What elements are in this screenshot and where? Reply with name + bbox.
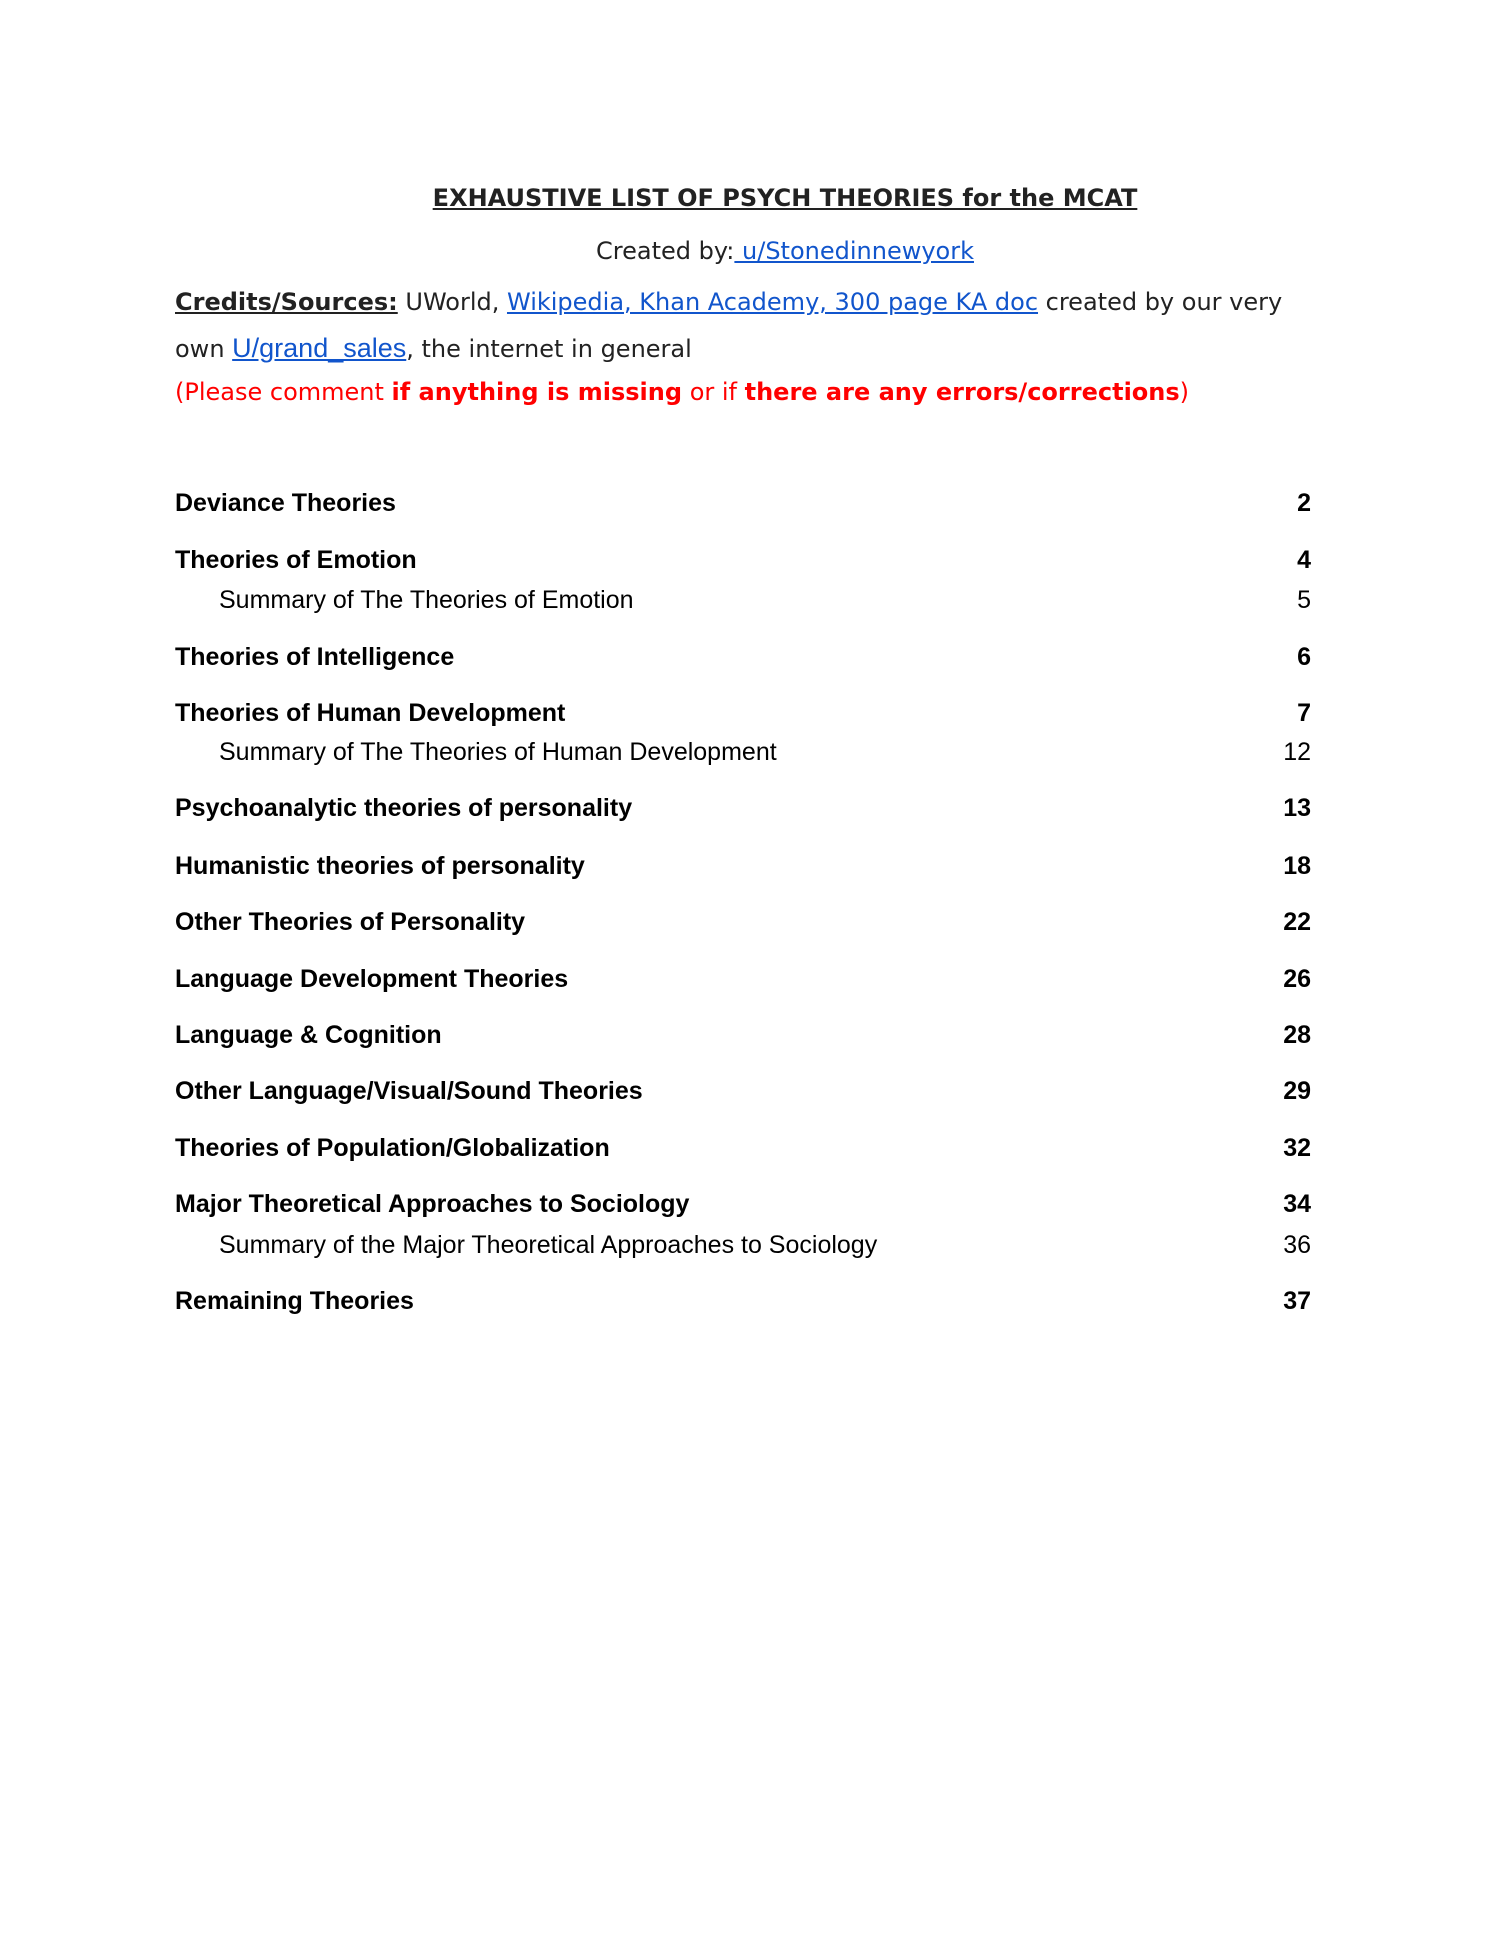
toc-entry-label: Summary of The Theories of Human Development [219,738,777,766]
credits-text: UWorld, [397,288,507,316]
toc-entry-page: 37 [1283,1287,1311,1315]
toc-entry-label: Deviance Theories [175,489,396,517]
credits-label: Credits/Sources: [175,288,398,316]
note-text: or if [682,378,745,406]
credits-line-2 [175,333,692,364]
note-emphasis: there are any errors/corrections [744,378,1180,406]
toc-entry[interactable] [175,1230,1311,1260]
toc-entry-label: Other Language/Visual/Sound Theories [175,1077,643,1105]
toc-entry-page: 22 [1283,908,1311,936]
toc-entry-label: Other Theories of Personality [175,908,526,936]
note-text: ) [1179,378,1190,406]
note-emphasis: if anything is missing [391,378,683,406]
comment-note [175,377,1189,407]
document-title: EXHAUSTIVE LIST OF PSYCH THEORIES for the MCAT [432,184,1138,212]
toc-entry-page: 6 [1297,643,1311,671]
toc-entry-label: Remaining Theories [175,1287,414,1315]
toc-entry[interactable] [175,488,1311,518]
credits-text: own [175,335,233,363]
toc-entry[interactable] [175,907,1311,937]
toc-entry-page: 36 [1283,1231,1311,1259]
toc-entry[interactable] [175,642,1311,672]
toc-entry[interactable] [175,545,1311,575]
toc-entry-page: 28 [1283,1021,1311,1049]
toc-entry[interactable] [175,1020,1311,1050]
note-text: (Please comment [175,378,392,406]
author-link[interactable]: u/Stonedinnewyork [734,237,974,265]
toc-entry-label: Theories of Population/Globalization [175,1134,610,1162]
toc-entry-label: Theories of Intelligence [175,643,455,671]
toc-entry-page: 5 [1297,586,1311,614]
toc-entry-label: Language & Cognition [175,1021,442,1049]
toc-entry-page: 2 [1297,489,1311,517]
toc-entry-page: 34 [1283,1190,1311,1218]
toc-entry[interactable] [175,698,1311,728]
toc-entry[interactable] [175,964,1311,994]
toc-entry-label: Theories of Emotion [175,546,417,574]
credits-line [175,287,1282,317]
toc-entry-page: 4 [1297,546,1311,574]
toc-entry[interactable] [175,1189,1311,1219]
toc-entry-page: 29 [1283,1077,1311,1105]
toc-entry-page: 12 [1283,738,1311,766]
khan-academy-link[interactable]: , Khan Academy, 300 page KA doc [624,288,1039,316]
toc-entry-label: Humanistic theories of personality [175,852,585,880]
toc-entry[interactable] [175,1133,1311,1163]
toc-entry[interactable] [175,793,1311,823]
toc-entry-label: Psychoanalytic theories of personality [175,794,633,822]
credits-text: created by our very [1038,288,1283,316]
toc-entry-label: Language Development Theories [175,965,569,993]
grand-sales-link[interactable]: U/grand_sales [232,333,407,363]
toc-entry-label: Major Theoretical Approaches to Sociology [175,1190,690,1218]
toc-entry-label: Theories of Human Development [175,699,566,727]
toc-entry[interactable] [175,1076,1311,1106]
toc-entry[interactable] [175,585,1311,615]
toc-entry-page: 26 [1283,965,1311,993]
toc-entry[interactable] [175,1286,1311,1316]
toc-entry-page: 18 [1283,852,1311,880]
toc-entry[interactable] [175,851,1311,881]
created-by-label: Created by: [596,237,735,265]
toc-entry-label: Summary of the Major Theoretical Approaches to Sociology [219,1231,878,1259]
credits-text: , the internet in general [406,335,692,363]
wikipedia-link[interactable]: Wikipedia [506,288,625,316]
toc-entry-page: 13 [1283,794,1311,822]
created-by-line [0,236,1500,266]
toc-entry-page: 7 [1297,699,1311,727]
toc-entry-label: Summary of The Theories of Emotion [219,586,634,614]
toc-entry[interactable] [175,737,1311,767]
toc-entry-page: 32 [1283,1134,1311,1162]
